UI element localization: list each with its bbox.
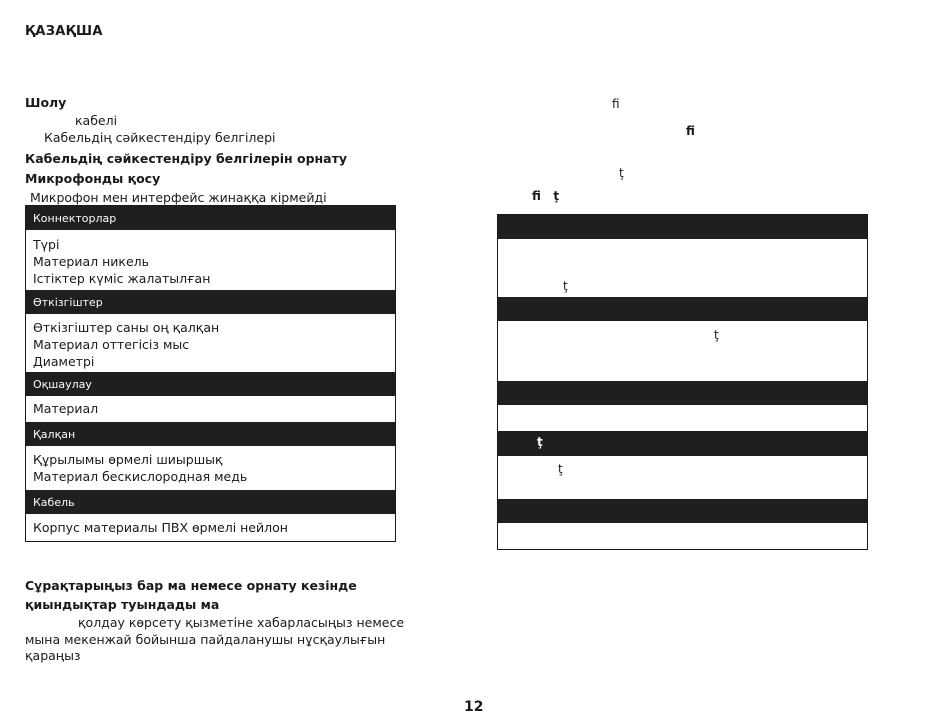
overview-heading: Шолу xyxy=(25,95,67,110)
mic-heading: Микрофонды қосу xyxy=(25,171,161,186)
shield-body xyxy=(26,446,395,490)
connectors-type: Түрі xyxy=(33,237,60,252)
overview-line-2: Кабельдің сәйкестендіру белгілері xyxy=(44,130,276,145)
right-table-header-1 xyxy=(498,215,867,239)
shield-structure: Құрылымы өрмелі шиыршық xyxy=(33,452,223,467)
insulation-body xyxy=(26,396,395,422)
connectors-body xyxy=(26,230,395,290)
install-heading: Кабельдің сәйкестендіру белгілерін орнату xyxy=(25,151,347,166)
right-table-header-3 xyxy=(498,381,867,405)
shield-material: Материал бескислородная медь xyxy=(33,469,248,484)
page-number: 12 xyxy=(464,699,484,715)
right-glyph-4: ﬁ ţ xyxy=(532,189,560,203)
insulation-header: Оқшаулау xyxy=(26,372,395,396)
right-glyph-2: ﬁ xyxy=(686,124,695,138)
faq-line-1: қолдау көрсету қызметіне хабарласыңыз немесе xyxy=(78,615,405,630)
conductors-body xyxy=(26,314,395,372)
language-label: ҚАЗАҚША xyxy=(25,24,103,39)
cable-header: Кабель xyxy=(26,490,395,514)
faq-line-3: қараңыз xyxy=(25,648,81,663)
conductors-diameter: Диаметрі xyxy=(33,354,95,369)
right-table-header-2 xyxy=(498,297,867,321)
specs-table xyxy=(25,205,396,542)
faq-line-2: мына мекенжай бойынша пайдаланушы нұсқаулығын xyxy=(25,632,386,647)
right-glyph-6: ţ xyxy=(714,328,719,342)
conductors-count: Өткізгіштер саны оң қалқан xyxy=(33,320,220,335)
right-glyph-3: ţ xyxy=(619,166,624,180)
right-glyph-1: ﬁ xyxy=(612,97,620,111)
right-glyph-8: ţ xyxy=(558,462,563,476)
shield-header: Қалқан xyxy=(26,422,395,446)
connectors-material: Материал никель xyxy=(33,254,149,269)
overview-line-1: кабелі xyxy=(75,113,118,128)
faq-heading-line-2: қиындықтар туындады ма xyxy=(25,597,220,612)
right-glyph-7: ţ xyxy=(537,435,543,449)
insulation-material: Материал xyxy=(33,401,99,416)
mic-note: Микрофон мен интерфейс жинаққа кірмейді xyxy=(30,190,327,205)
right-glyph-5: ţ xyxy=(563,279,568,293)
cable-body xyxy=(26,514,395,541)
conductors-header: Өткізгіштер xyxy=(26,290,395,314)
connectors-header: Коннекторлар xyxy=(26,206,395,230)
connectors-pins: Істіктер күміс жалатылған xyxy=(33,271,211,286)
right-table-header-5 xyxy=(498,499,867,523)
right-table xyxy=(497,214,868,550)
conductors-material: Материал оттегісіз мыс xyxy=(33,337,190,352)
faq-heading-line-1: Сұрақтарыңыз бар ма немесе орнату кезінде xyxy=(25,578,357,593)
cable-jacket: Корпус материалы ПВХ өрмелі нейлон xyxy=(33,520,288,535)
right-table-header-4 xyxy=(498,431,867,456)
